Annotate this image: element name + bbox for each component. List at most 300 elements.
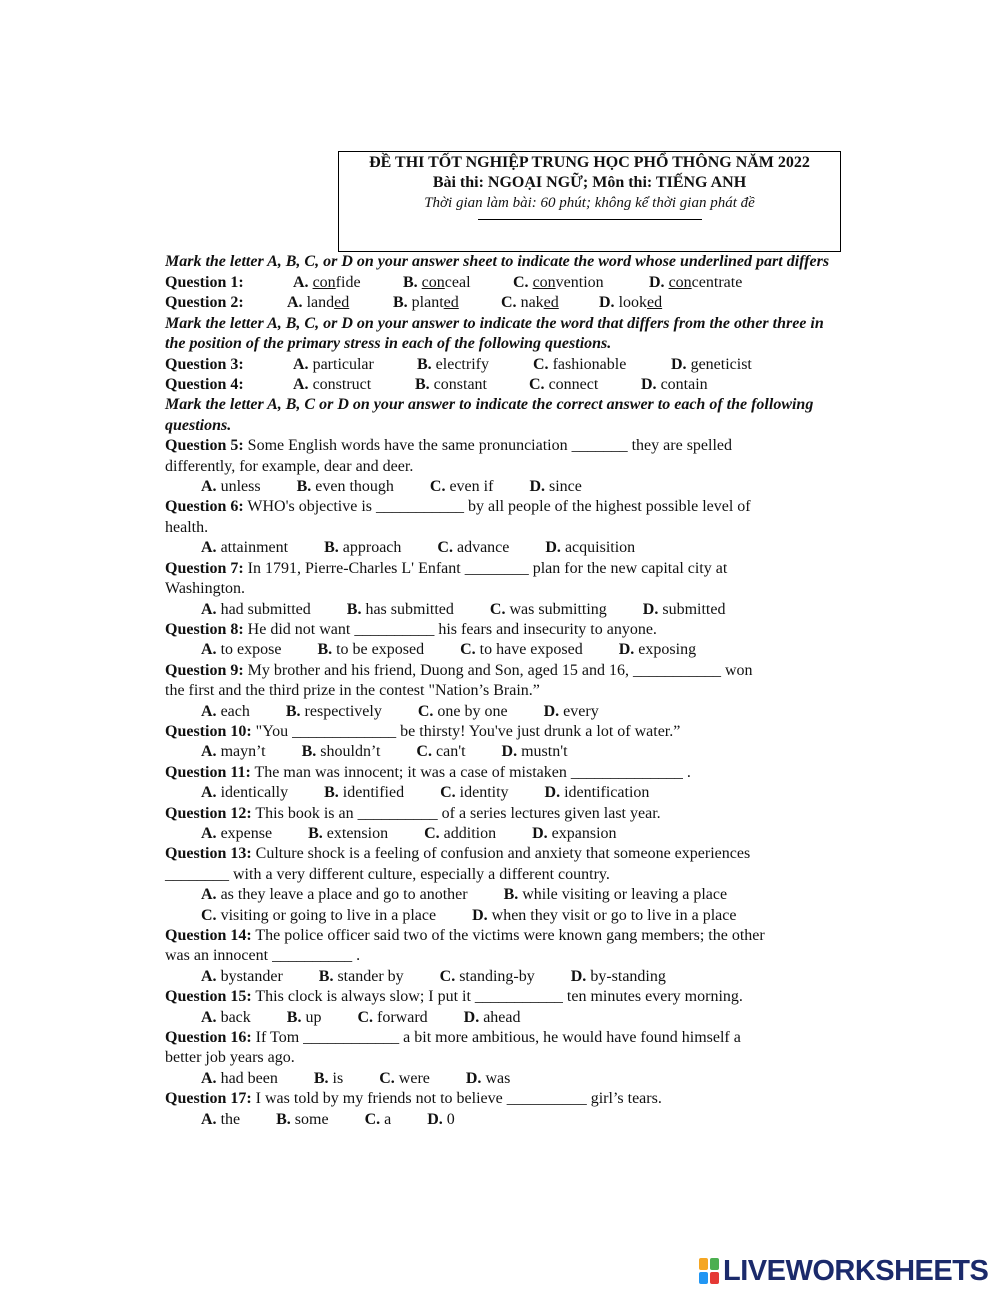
answer-option	[544, 703, 599, 720]
question-text-continued: differently, for example, dear and deer.	[165, 457, 414, 475]
option-letter: D.	[642, 600, 659, 618]
answer-options-row	[165, 702, 835, 722]
question-stem	[165, 559, 835, 579]
questions-section	[165, 436, 835, 1130]
answer-option	[504, 886, 728, 903]
question-stem	[165, 436, 835, 456]
option-text-pre: look	[618, 294, 648, 312]
option-letter: C.	[440, 784, 456, 802]
question-label: Question 5:	[165, 437, 244, 455]
answer-options-row	[165, 742, 835, 762]
answer-option	[201, 601, 311, 618]
option-letter: D.	[570, 967, 587, 985]
option-text: each	[220, 702, 250, 720]
answer-option	[379, 1070, 430, 1087]
question-text-continued: ________ with a very different culture, especially a different country.	[165, 865, 610, 883]
question-label: Question 2:	[165, 294, 244, 312]
option-text-post: centrate	[691, 274, 743, 291]
instruction-pronunciation-clip	[165, 255, 835, 273]
option-letter: D.	[472, 906, 488, 924]
question-label: Question 12:	[165, 804, 252, 822]
answer-option	[365, 1111, 392, 1128]
option-text-post: ceal	[444, 274, 471, 291]
option-text: can't	[435, 743, 466, 761]
answer-option	[545, 539, 635, 556]
question-label: Question 9:	[165, 661, 244, 679]
answer-options-row	[165, 783, 835, 803]
option-text: back	[220, 1008, 251, 1026]
answer-option	[201, 1111, 240, 1128]
question-stem	[165, 620, 835, 640]
option-text: were	[398, 1069, 430, 1087]
question-text: He did not want __________ his fears and insecurity to anyone.	[247, 620, 657, 638]
option-text: bystander	[220, 967, 283, 985]
option-text: identically	[220, 784, 289, 802]
option-text: has submitted	[365, 600, 454, 618]
answer-option	[416, 743, 465, 760]
option-text: 0	[446, 1110, 455, 1128]
question-text: Culture shock is a feeling of confusion and anxiety that someone experiences	[255, 845, 751, 863]
option-text-post: fide	[335, 274, 361, 291]
option-letter: A.	[201, 784, 217, 802]
question-label: Question 14:	[165, 927, 252, 944]
option-letter: A.	[201, 702, 217, 720]
exam-time: Thời gian làm bài: 60 phút; không kể thời gian phát đề	[424, 195, 755, 211]
answer-options-row	[165, 477, 835, 497]
option-text: constant	[433, 376, 487, 394]
answer-option	[201, 784, 288, 801]
option-underlined-part: ed	[334, 294, 350, 312]
answer-option	[393, 293, 501, 313]
answer-option	[317, 641, 424, 658]
question-text: In 1791, Pierre-Charles L' Enfant ________ plan for the new capital city at	[247, 559, 728, 577]
question-label: Question 10:	[165, 722, 252, 740]
answer-option	[201, 641, 281, 658]
option-letter: B.	[308, 824, 323, 842]
option-letter: B.	[317, 641, 333, 659]
answer-options-row	[165, 538, 835, 558]
question-stem	[165, 804, 835, 824]
option-letter: C.	[429, 478, 446, 496]
option-underlined-part: ed	[647, 294, 663, 312]
option-text: stander by	[337, 967, 404, 985]
question-text: I was told by my friends not to believe __________ girl’s tears.	[255, 1090, 662, 1108]
option-letter: C.	[424, 824, 440, 842]
question-stem	[165, 987, 835, 1007]
question-text: The police officer said two of the victims were known gang members; the other	[255, 927, 765, 944]
answer-option	[201, 907, 436, 924]
option-letter: A.	[201, 1008, 217, 1026]
option-letter: A.	[293, 274, 309, 291]
answer-option	[201, 1009, 251, 1026]
question-stem	[165, 926, 835, 946]
instruction-correct: Mark the letter A, B, C or D on your answer to indicate the correct answer to each of the following questions.	[165, 396, 814, 434]
option-letter: B.	[276, 1110, 291, 1128]
option-letter: B.	[301, 743, 317, 761]
option-text: unless	[220, 478, 261, 496]
option-text: is	[332, 1069, 344, 1087]
answer-option	[302, 743, 381, 760]
option-letter: B.	[296, 478, 312, 496]
option-text: some	[294, 1110, 329, 1128]
option-text: connect	[548, 376, 599, 394]
answer-option	[201, 703, 250, 720]
option-text: particular	[312, 355, 374, 373]
answer-option	[201, 825, 272, 842]
answer-options-row	[165, 885, 835, 905]
option-text: contain	[660, 376, 708, 394]
question-text-continued: health.	[165, 518, 209, 536]
option-letter: A.	[201, 967, 217, 985]
option-text: was submitting	[509, 600, 607, 618]
option-letter: D.	[641, 376, 657, 394]
answer-option	[460, 641, 583, 658]
question-label: Question 15:	[165, 988, 252, 1006]
option-text: geneticist	[690, 355, 752, 373]
logo-tile	[699, 1272, 708, 1284]
option-letter: B.	[415, 376, 430, 394]
option-letter: D.	[463, 1008, 480, 1026]
question-stem	[165, 497, 835, 517]
option-text: to have exposed	[479, 641, 583, 659]
question-text-continued: Washington.	[165, 580, 246, 598]
logo-tile	[710, 1272, 719, 1284]
answer-option	[424, 825, 496, 842]
option-text: shouldn’t	[320, 743, 381, 761]
option-letter: B.	[346, 600, 362, 618]
option-letter: A.	[201, 1110, 217, 1128]
answer-option	[403, 273, 513, 293]
answer-option	[201, 968, 283, 985]
option-letter: A.	[201, 539, 217, 557]
logo-tile	[699, 1258, 708, 1270]
option-text: even though	[315, 478, 394, 496]
answer-option	[529, 375, 641, 395]
stress-section	[165, 355, 835, 396]
option-letter: C.	[533, 355, 549, 373]
answer-option	[671, 355, 752, 375]
option-letter: B.	[403, 274, 418, 291]
option-letter: D.	[543, 702, 560, 720]
option-letter: D.	[544, 784, 561, 802]
option-letter: C.	[364, 1110, 381, 1128]
answer-option	[643, 601, 726, 618]
option-letter: C.	[529, 376, 545, 394]
question-label: Question 4:	[165, 376, 244, 394]
option-text: identified	[342, 784, 405, 802]
answer-option	[501, 293, 599, 313]
liveworksheets-logo-icon	[698, 1257, 720, 1285]
answer-option	[201, 886, 468, 903]
option-letter: C.	[439, 967, 456, 985]
question-stem	[165, 844, 835, 864]
option-underlined-part: ed	[543, 294, 559, 312]
question-stem	[165, 1028, 835, 1048]
answer-option	[286, 703, 382, 720]
answer-option	[440, 968, 535, 985]
option-underlined-part: con	[668, 274, 692, 291]
option-letter: D.	[599, 294, 615, 312]
answer-option	[529, 478, 581, 495]
question-text-continued: the first and the third prize in the contest "Nation’s Brain.”	[165, 682, 540, 700]
question-text: This book is an __________ of a series lectures given last year.	[255, 804, 661, 822]
answer-option	[418, 703, 508, 720]
option-underlined-part: con	[532, 274, 556, 291]
question-text: This clock is always slow; I put it ___________ ten minutes every morning.	[255, 988, 743, 1006]
answer-option	[201, 478, 261, 495]
option-text: submitted	[662, 600, 726, 618]
option-letter: C.	[460, 641, 476, 659]
option-text: up	[305, 1008, 322, 1026]
option-letter: B.	[417, 355, 432, 373]
question-text: WHO's objective is ___________ by all people of the highest possible level of	[247, 498, 751, 516]
exam-content	[165, 255, 835, 1130]
question-stem	[165, 722, 835, 742]
option-letter: B.	[503, 886, 519, 904]
answer-option	[276, 1111, 328, 1128]
option-text: advance	[456, 539, 510, 557]
option-letter: B.	[286, 1008, 302, 1026]
option-letter: C.	[437, 539, 453, 557]
option-letter: A.	[201, 478, 217, 496]
option-text: by-standing	[590, 967, 666, 985]
instruction-stress: Mark the letter A, B, C, or D on your answer to indicate the word that differs from the other three in the position of the primary stress in each of the following questions.	[165, 314, 824, 353]
answer-option	[649, 273, 742, 293]
answer-option	[466, 1070, 510, 1087]
question-text: Some English words have the same pronunciation _______ they are spelled	[247, 437, 733, 455]
answer-option	[619, 641, 696, 658]
option-text: identification	[564, 784, 650, 802]
exam-header	[338, 151, 841, 252]
answer-option	[472, 907, 736, 924]
option-letter: D.	[545, 539, 561, 557]
option-underlined-part: con	[312, 274, 336, 291]
option-text: one by one	[437, 702, 508, 720]
option-letter: D.	[501, 743, 518, 761]
option-letter: D.	[532, 824, 548, 842]
answer-option	[599, 293, 662, 313]
answer-option	[357, 1009, 427, 1026]
answer-option	[347, 601, 454, 618]
option-letter: B.	[324, 784, 339, 802]
question-text: The man was innocent; it was a case of mistaken ______________ .	[254, 763, 691, 781]
option-letter: A.	[201, 743, 217, 761]
option-letter: B.	[285, 702, 301, 720]
watermark-text: LIVEWORKSHEETS	[723, 1254, 989, 1287]
option-text: to be exposed	[336, 641, 425, 659]
answer-options-row	[165, 640, 835, 660]
question-text-continued: was an innocent __________ .	[165, 947, 361, 965]
question-row	[165, 375, 835, 395]
option-letter: B.	[393, 294, 408, 312]
question-row	[165, 273, 835, 293]
option-letter: B.	[324, 539, 339, 557]
exam-title: ĐỀ THI TỐT NGHIỆP TRUNG HỌC PHỔ THÔNG NĂM 2022	[369, 154, 810, 171]
answer-option	[297, 478, 394, 495]
option-text-pre: plant	[411, 294, 444, 312]
answer-option	[464, 1009, 521, 1026]
answer-option	[545, 784, 650, 801]
option-underlined-part: con	[421, 274, 445, 291]
option-letter: A.	[201, 886, 217, 904]
option-letter: A.	[293, 355, 309, 373]
answer-option	[314, 1070, 343, 1087]
option-letter: C.	[489, 600, 506, 618]
option-text: construct	[312, 376, 372, 394]
option-letter: D.	[529, 478, 545, 496]
question-text-continued: better job years ago.	[165, 1049, 295, 1067]
answer-option	[201, 743, 266, 760]
option-underlined-part: ed	[443, 294, 459, 312]
option-letter: C.	[417, 702, 434, 720]
answer-option	[293, 375, 415, 395]
question-text: If Tom ____________ a bit more ambitious, he would have found himself a	[255, 1029, 741, 1047]
answer-option	[641, 375, 708, 395]
answer-option	[490, 601, 607, 618]
option-text: acquisition	[564, 539, 636, 557]
answer-option	[287, 1009, 322, 1026]
option-letter: A.	[287, 294, 303, 312]
option-letter: B.	[313, 1069, 329, 1087]
answer-option	[319, 968, 404, 985]
option-text: respectively	[304, 702, 382, 720]
option-text: ahead	[483, 1008, 521, 1026]
header-divider	[478, 219, 702, 220]
option-text: as they leave a place and go to another	[220, 886, 468, 904]
option-text: mustn't	[521, 743, 568, 761]
answer-options-row	[165, 906, 835, 926]
instruction-pronunciation: Mark the letter A, B, C, or D on your answer sheet to indicate the word whose underlined part differs	[165, 255, 830, 270]
option-letter: D.	[427, 1110, 443, 1128]
option-letter: D.	[618, 641, 635, 659]
answer-option	[532, 825, 616, 842]
option-letter: A.	[201, 641, 217, 659]
option-text: the	[220, 1110, 241, 1128]
option-text: to expose	[220, 641, 282, 659]
exam-subject: Bài thi: NGOẠI NGỮ; Môn thi: TIẾNG ANH	[432, 174, 747, 191]
option-text: while visiting or leaving a place	[522, 886, 728, 904]
answer-option	[430, 478, 494, 495]
question-label: Question 13:	[165, 845, 252, 863]
option-text: a	[384, 1110, 392, 1128]
liveworksheets-logo	[698, 1255, 988, 1287]
option-text: approach	[342, 539, 402, 557]
option-text: identity	[459, 784, 509, 802]
option-letter: C.	[379, 1069, 395, 1087]
option-text: even if	[449, 478, 494, 496]
answer-option	[533, 355, 671, 375]
option-text: when they visit or go to live in a place	[491, 906, 737, 924]
answer-option	[287, 293, 393, 313]
option-text: standing-by	[459, 967, 535, 985]
option-letter: C.	[416, 743, 432, 761]
option-text: forward	[377, 1008, 428, 1026]
answer-option	[440, 784, 508, 801]
answer-option	[201, 1070, 278, 1087]
option-letter: A.	[201, 600, 217, 618]
question-label: Question 17:	[165, 1090, 252, 1108]
option-letter: C.	[501, 294, 517, 312]
answer-option	[308, 825, 388, 842]
option-letter: C.	[357, 1008, 373, 1026]
answer-options-row	[165, 600, 835, 620]
answer-options-row	[165, 967, 835, 987]
option-letter: A.	[201, 824, 217, 842]
logo-tile	[710, 1258, 719, 1270]
option-letter: B.	[318, 967, 334, 985]
option-text: addition	[443, 824, 497, 842]
option-text: since	[549, 478, 582, 496]
option-letter: C.	[201, 906, 217, 924]
answer-option	[293, 355, 417, 375]
option-text: every	[563, 702, 599, 720]
option-text: attainment	[220, 539, 289, 557]
option-letter: A.	[201, 1069, 217, 1087]
question-label: Question 3:	[165, 355, 244, 373]
answer-options-row	[165, 824, 835, 844]
option-text-post: vention	[555, 274, 604, 291]
option-text: mayn’t	[220, 743, 266, 761]
answer-option	[417, 355, 533, 375]
answer-option	[513, 273, 649, 293]
question-stem	[165, 1089, 835, 1109]
question-text: My brother and his friend, Duong and Son, aged 15 and 16, ___________ won	[247, 661, 753, 679]
option-letter: D.	[465, 1069, 482, 1087]
question-row	[165, 293, 835, 313]
answer-options-row	[165, 1110, 835, 1130]
option-letter: D.	[649, 274, 665, 291]
question-row	[165, 355, 835, 375]
answer-option	[415, 375, 529, 395]
answer-option	[502, 743, 568, 760]
pronunciation-section	[165, 273, 835, 314]
answer-option	[427, 1111, 455, 1128]
answer-option	[324, 539, 401, 556]
question-label: Question 7:	[165, 559, 244, 577]
option-text: was	[485, 1069, 511, 1087]
option-letter: C.	[513, 274, 529, 291]
question-label: Question 1:	[165, 274, 244, 291]
answer-options-row	[165, 1008, 835, 1028]
option-text: extension	[326, 824, 389, 842]
option-text: fashionable	[552, 355, 627, 373]
question-label: Question 11:	[165, 763, 251, 781]
answer-option	[324, 784, 404, 801]
option-text-pre: nak	[520, 294, 544, 312]
answer-options-row	[165, 1069, 835, 1089]
option-text: electrify	[435, 355, 489, 373]
option-text: visiting or going to live in a place	[220, 906, 437, 924]
question-label: Question 8:	[165, 620, 244, 638]
question-text: "You _____________ be thirsty! You've just drunk a lot of water.”	[255, 722, 681, 740]
question-label: Question 6:	[165, 498, 244, 516]
option-text: had been	[220, 1069, 278, 1087]
option-text: expense	[220, 824, 273, 842]
option-text: exposing	[638, 641, 697, 659]
answer-option	[437, 539, 509, 556]
option-letter: A.	[293, 376, 309, 394]
option-letter: D.	[671, 355, 687, 373]
question-stem	[165, 661, 835, 681]
answer-option	[293, 273, 403, 293]
option-text: expansion	[551, 824, 617, 842]
answer-option	[201, 539, 288, 556]
answer-option	[571, 968, 666, 985]
option-text: had submitted	[220, 600, 311, 618]
option-text-pre: land	[306, 294, 335, 312]
question-stem	[165, 763, 835, 783]
question-label: Question 16:	[165, 1029, 252, 1047]
